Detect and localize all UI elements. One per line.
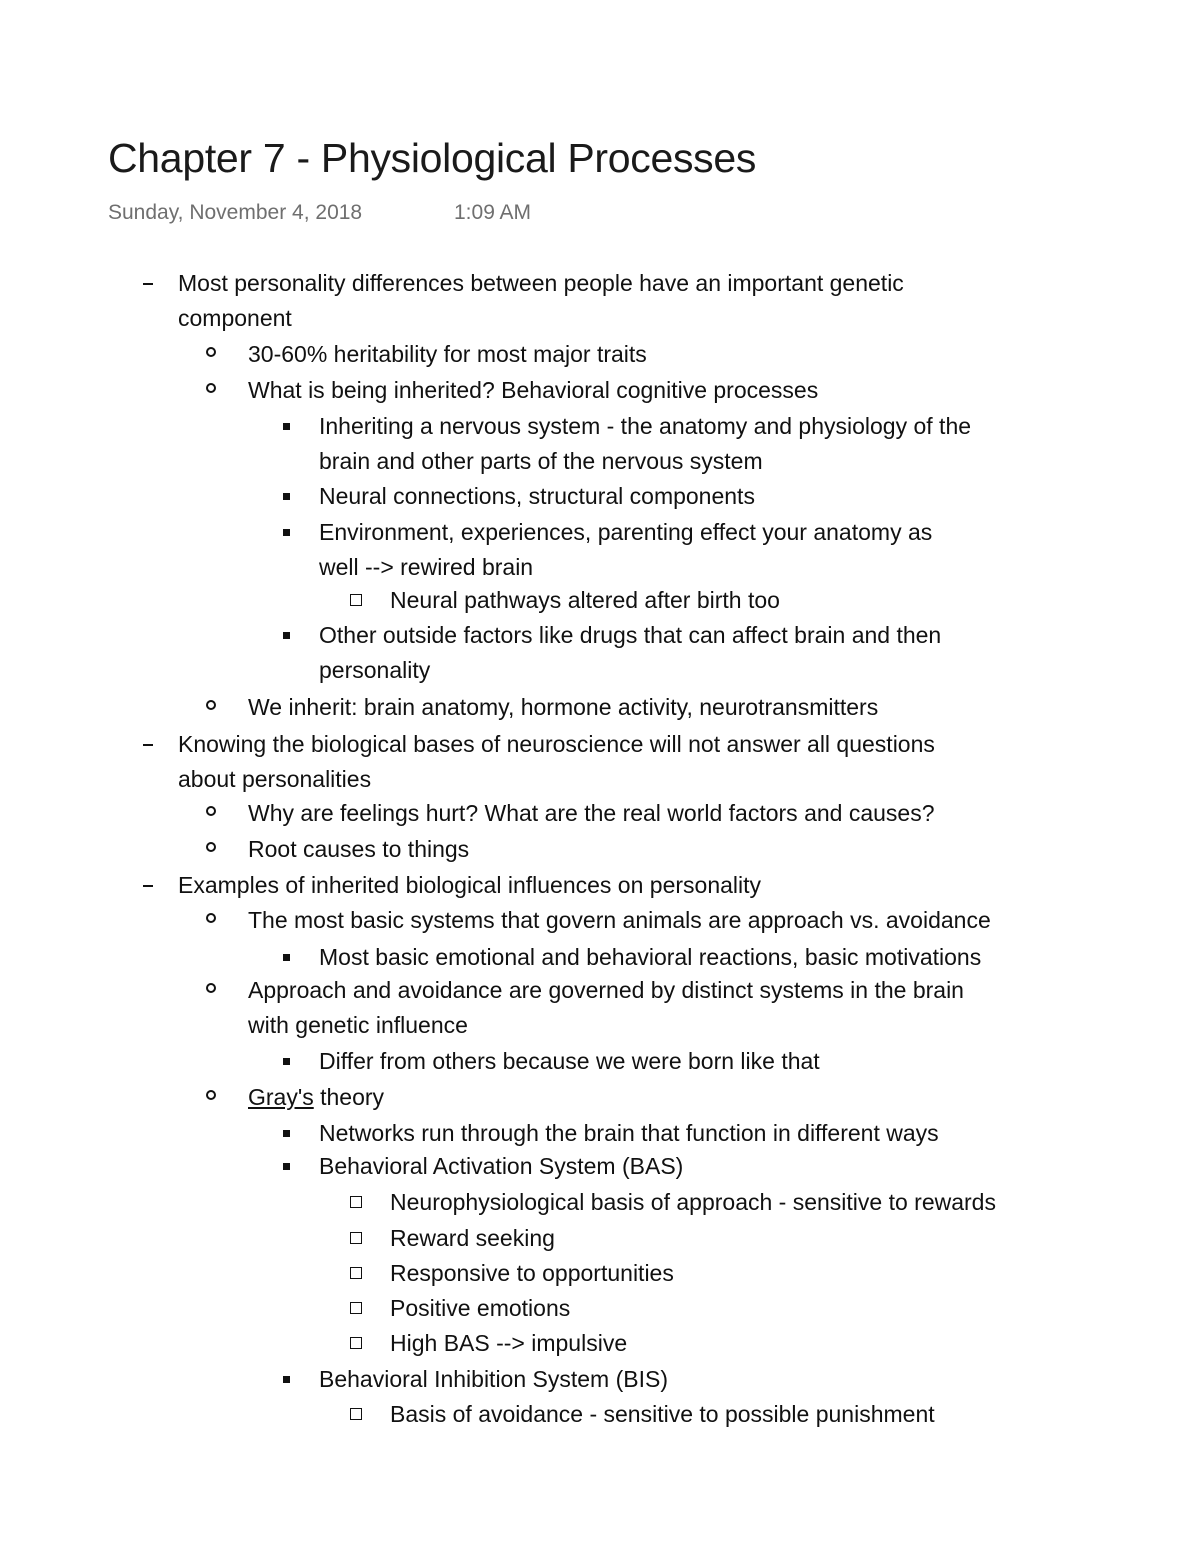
square-bullet-icon [283,1130,290,1137]
note-time: 1:09 AM [454,201,532,224]
list-item-continuation: brain and other parts of the nervous system [319,448,763,474]
box-bullet-icon [350,1196,362,1208]
square-bullet-icon [283,1376,290,1383]
circle-bullet-icon [206,383,216,393]
box-bullet-icon [350,594,362,606]
circle-bullet-icon [206,700,216,710]
note-metadata [108,198,532,228]
box-bullet-icon [350,1337,362,1349]
dash-bullet-icon [143,885,153,887]
square-bullet-icon [283,632,290,639]
square-bullet-icon [283,1163,290,1170]
circle-bullet-icon [206,842,216,852]
list-item-continuation: personality [319,657,431,683]
dash-bullet-icon [143,283,153,285]
box-bullet-icon [350,1408,362,1420]
square-bullet-icon [283,954,290,961]
circle-bullet-icon [206,983,216,993]
note-page: Chapter 7 - Physiological Processes Sunday, November 4, 2018 1:09 AM Most personality differences between people have an important genetic component 30-60% heritability for most major traits What is being inherited? Behavioral cognitive processes Inheriting a nervous system - the anatomy and physiology of the brain and other parts of the nervous system Neural connections, structural components Environment, experiences, parenting effect your anatomy as well --> rewired brain Neural pathways altered after birth too Other outside factors like drugs that can affect brain and then personality We inherit: brain anatomy, hormone activity, neurotransmitters Knowing the biological bases of neuroscience will not answer all questions about personalities Why are feelings hurt? What are the real world factors and causes? Root causes to things Examples of inherited biological influences on personality The most basic systems that govern animals are approach vs. avoidance Most basic emotional and behavioral reactions, basic motivations Approach and avoidance are governed by distinct systems in the brain with genetic influence Differ from others because we were born like that Gray's theory Networks run through the brain that function in different ways Behavioral Activation System (BAS) Neurophysiological basis of approach - sensitive to rewards Reward seeking Responsive to opportunities Positive emotions High BAS --> impulsive Behavioral Inhibition System (BIS) Basis of avoidance - sensitive to possible punishment [0,0,1200,1553]
box-bullet-icon [350,1267,362,1279]
circle-bullet-icon [206,913,216,923]
list-item-continuation: well --> rewired brain [319,554,534,580]
note-date: Sunday, November 4, 2018 [108,201,363,224]
box-bullet-icon [350,1302,362,1314]
box-bullet-icon [350,1232,362,1244]
circle-bullet-icon [206,806,216,816]
circle-bullet-icon [206,1090,216,1100]
list-item-continuation: component [178,305,292,331]
list-item-continuation: about personalities [178,766,372,792]
page-title: Chapter 7 - Physiological Processes [108,135,757,181]
square-bullet-icon [283,423,290,430]
list-item-continuation: with genetic influence [248,1012,468,1038]
square-bullet-icon [283,1058,290,1065]
dash-bullet-icon [143,744,153,746]
circle-bullet-icon [206,347,216,357]
square-bullet-icon [283,529,290,536]
grays-link[interactable]: Gray's [248,1084,314,1110]
square-bullet-icon [283,493,290,500]
